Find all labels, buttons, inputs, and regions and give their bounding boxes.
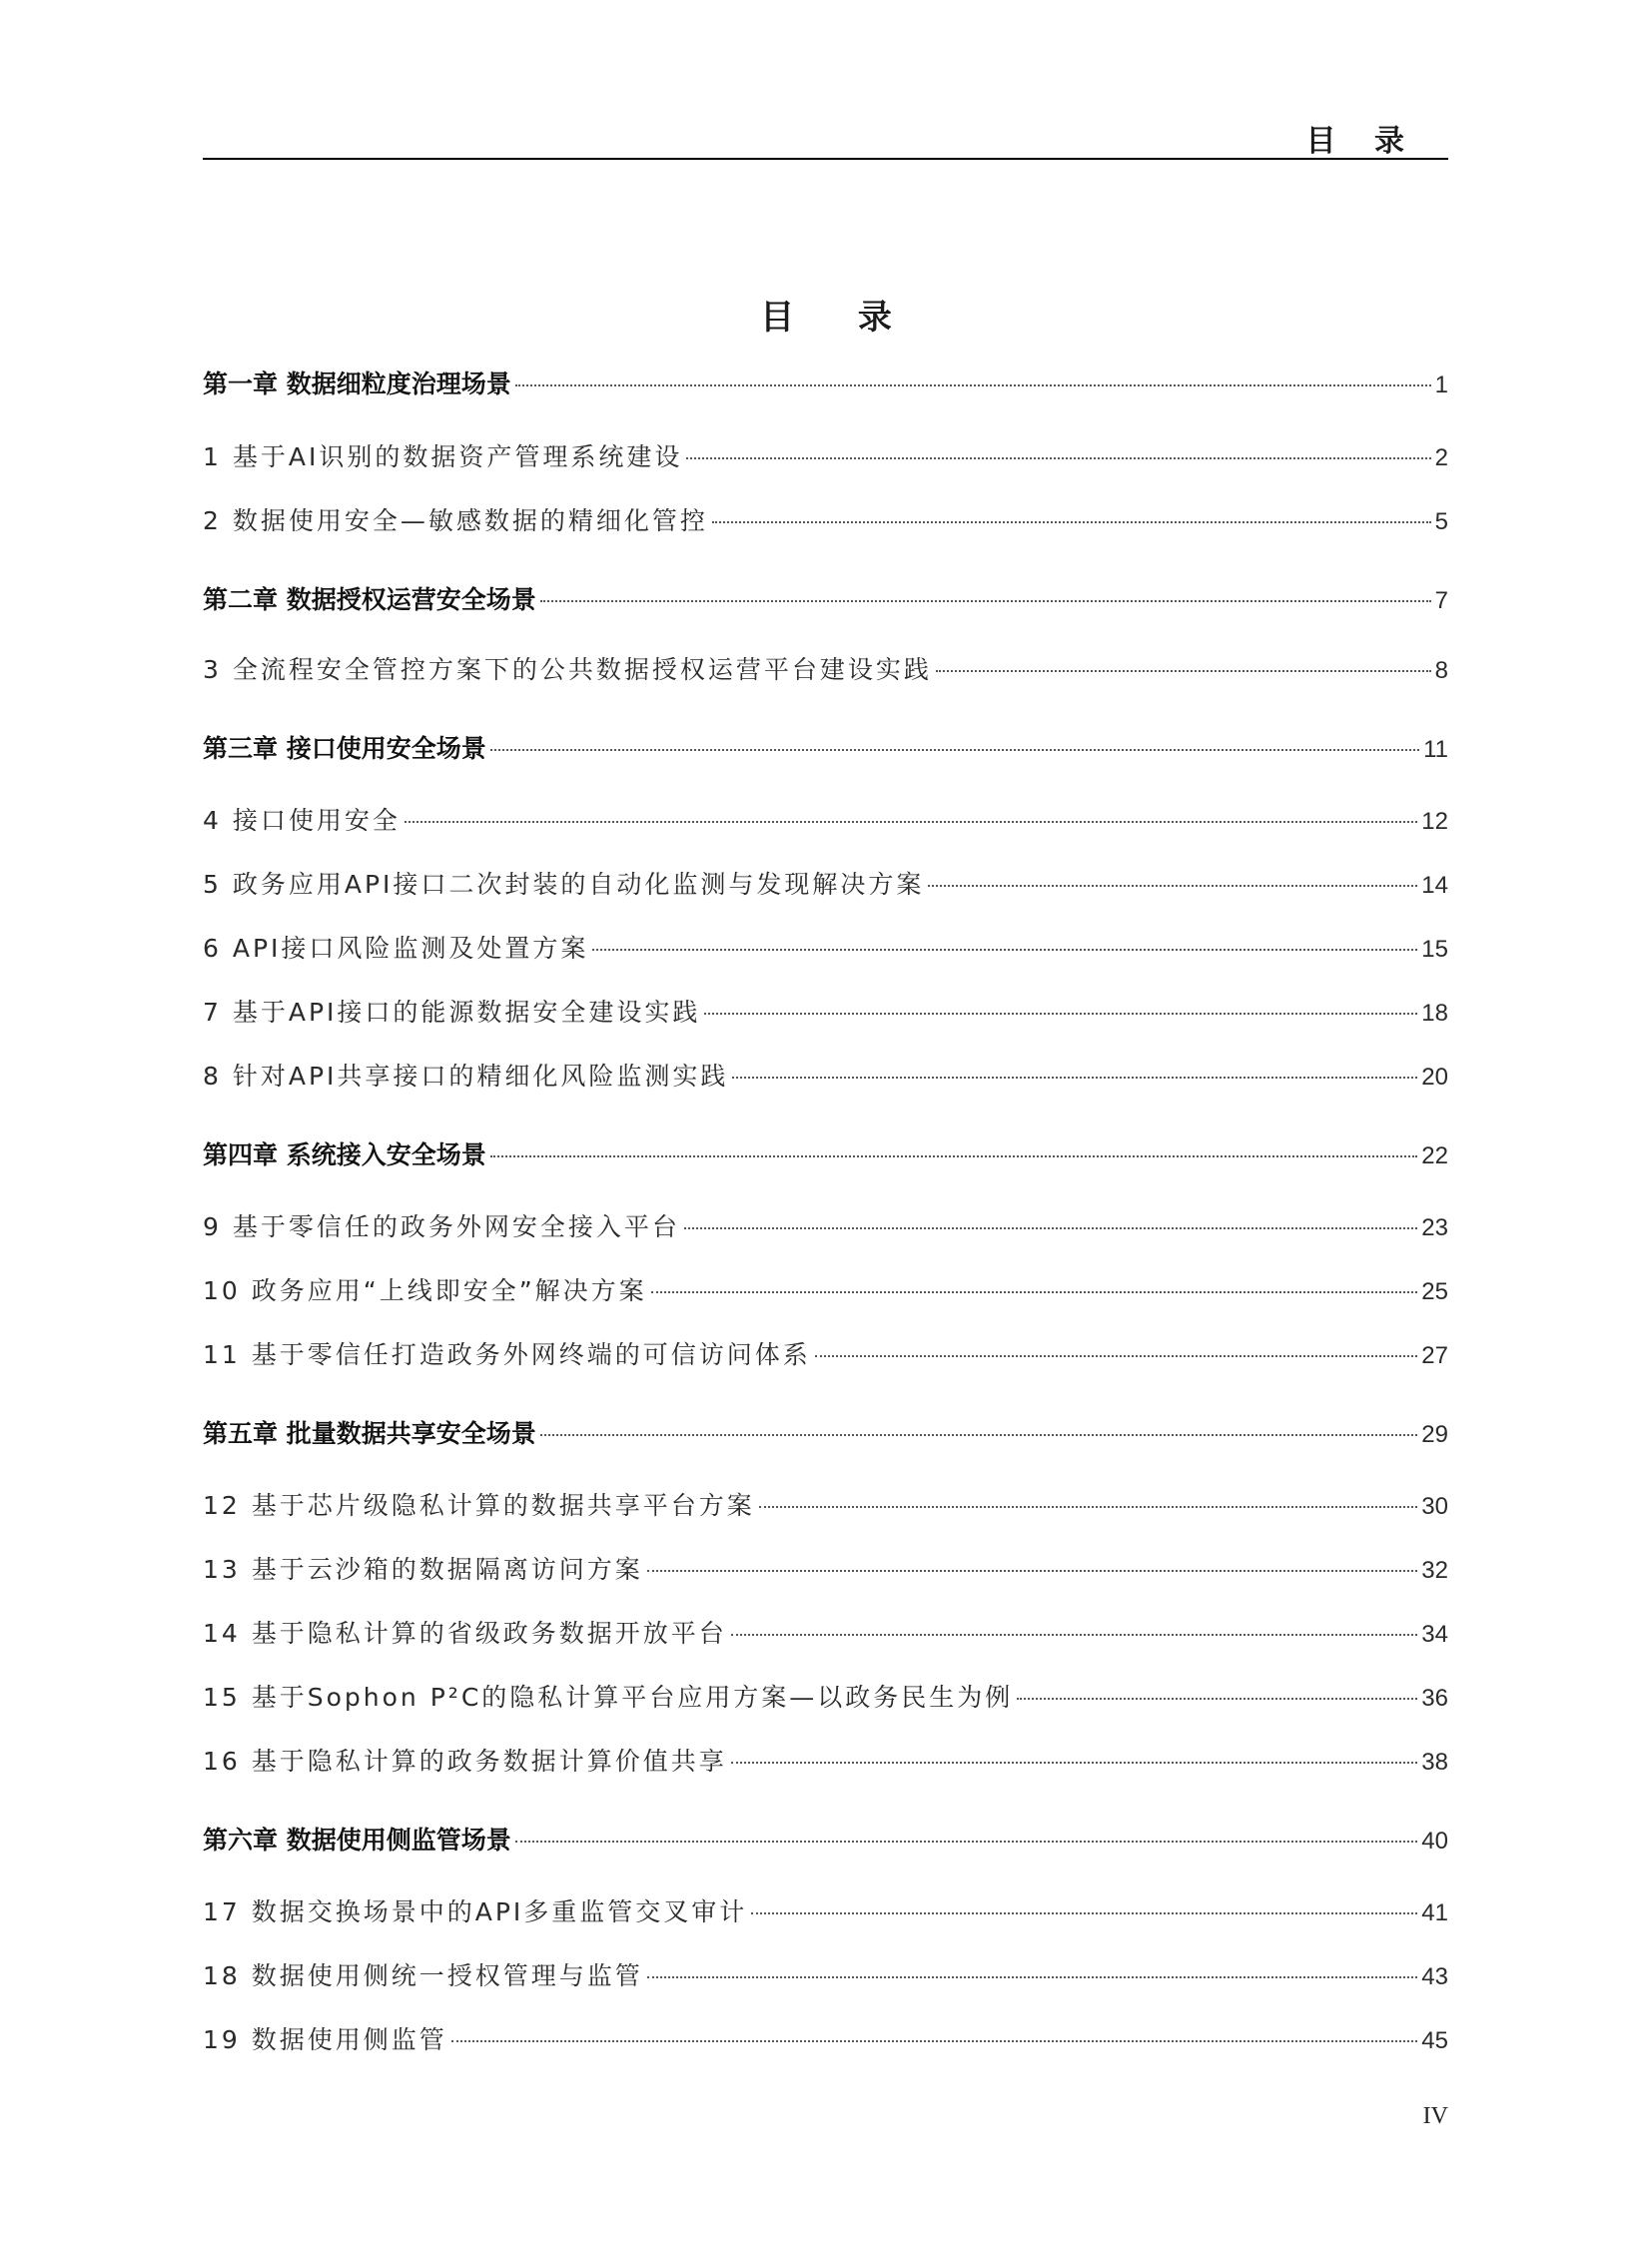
dot-leader: [704, 1013, 1417, 1015]
dot-leader: [540, 600, 1431, 602]
toc-section-entry[interactable]: [203, 993, 1448, 1033]
toc-section-entry[interactable]: [203, 1892, 1448, 1932]
toc-chapter-entry[interactable]: [203, 580, 1448, 620]
toc-entry-page: 14: [1421, 872, 1448, 899]
dot-leader: [515, 1841, 1418, 1843]
toc-entry-page: 8: [1434, 657, 1448, 684]
toc-entry-page: 27: [1421, 1342, 1448, 1369]
toc-section-entry[interactable]: [203, 801, 1448, 841]
toc-entry-title: 19 数据使用侧监管: [203, 2025, 447, 2054]
toc-entry-title: 15 基于Sophon P²C的隐私计算平台应用方案—以政务民生为例: [203, 1683, 1014, 1712]
toc-chapter-entry[interactable]: [203, 365, 1448, 404]
toc-entry-title: 1 基于AI识别的数据资产管理系统建设: [203, 442, 683, 471]
toc-section-entry[interactable]: [203, 501, 1448, 541]
toc-entry-page: 40: [1421, 1828, 1448, 1855]
toc-entry-title: 8 针对API共享接口的精细化风险监测实践: [203, 1062, 729, 1091]
dot-leader: [684, 1227, 1417, 1229]
toc-entry-title: 7 基于API接口的能源数据安全建设实践: [203, 998, 701, 1027]
toc-entry-page: 22: [1421, 1142, 1448, 1169]
toc-section-entry[interactable]: [203, 865, 1448, 905]
dot-leader: [540, 1434, 1418, 1436]
dot-leader: [647, 1570, 1418, 1572]
toc-section-entry[interactable]: [203, 2020, 1448, 2060]
toc-section-entry[interactable]: [203, 650, 1448, 690]
dot-leader: [731, 1634, 1418, 1636]
toc-entry-page: 12: [1421, 808, 1448, 835]
header-rule: [203, 158, 1448, 160]
toc-entry-title: 第三章 接口使用安全场景: [203, 734, 486, 763]
toc-entry-page: 2: [1434, 444, 1448, 471]
dot-leader: [647, 1976, 1418, 1978]
dot-leader: [405, 821, 1417, 823]
toc-section-entry[interactable]: [203, 1207, 1448, 1247]
toc-chapter-entry[interactable]: [203, 1135, 1448, 1175]
dot-leader: [451, 2040, 1418, 2042]
toc-entry-title: 第一章 数据细粒度治理场景: [203, 370, 511, 398]
dot-leader: [1017, 1698, 1417, 1700]
toc-entry-title: 第六章 数据使用侧监管场景: [203, 1826, 511, 1855]
toc-entry-title: 2 数据使用安全—敏感数据的精细化管控: [203, 506, 708, 535]
toc-section-entry[interactable]: [203, 1486, 1448, 1526]
dot-leader: [732, 1077, 1417, 1079]
toc-section-entry[interactable]: [203, 929, 1448, 969]
toc-entry-page: 36: [1421, 1685, 1448, 1712]
toc-entry-page: 7: [1434, 587, 1448, 614]
toc-entry-title: 3 全流程安全管控方案下的公共数据授权运营平台建设实践: [203, 655, 932, 684]
toc-section-entry[interactable]: [203, 1271, 1448, 1311]
toc-section-entry[interactable]: [203, 1550, 1448, 1590]
toc-chapter-entry[interactable]: [203, 1821, 1448, 1861]
toc-entry-title: 17 数据交换场景中的API多重监管交叉审计: [203, 1897, 748, 1926]
running-header-title: 目 录: [1305, 124, 1418, 159]
toc-entry-page: 18: [1421, 1000, 1448, 1027]
dot-leader: [515, 384, 1431, 386]
toc-entry-page: 1: [1434, 372, 1448, 398]
toc-entry-page: 45: [1421, 2027, 1448, 2054]
dot-leader: [490, 1155, 1418, 1157]
toc-entry-title: 10 政务应用“上线即安全”解决方案: [203, 1276, 647, 1305]
dot-leader: [592, 949, 1417, 951]
toc-entry-page: 20: [1421, 1064, 1448, 1091]
toc-entry-title: 4 接口使用安全: [203, 806, 401, 835]
dot-leader: [731, 1762, 1418, 1764]
toc-section-entry[interactable]: [203, 437, 1448, 477]
dot-leader: [759, 1506, 1418, 1508]
dot-leader: [490, 749, 1419, 751]
toc-entry-page: 30: [1421, 1493, 1448, 1520]
toc-chapter-entry[interactable]: [203, 1414, 1448, 1454]
dot-leader: [928, 885, 1417, 887]
toc-entry-page: 38: [1421, 1749, 1448, 1776]
toc-section-entry[interactable]: [203, 1335, 1448, 1375]
toc-entry-title: 9 基于零信任的政务外网安全接入平台: [203, 1212, 680, 1241]
toc-entry-page: 43: [1421, 1963, 1448, 1990]
toc-entry-page: 34: [1421, 1621, 1448, 1648]
dot-leader: [815, 1355, 1418, 1357]
toc-entry-title: 第二章 数据授权运营安全场景: [203, 585, 536, 614]
toc-entry-page: 23: [1421, 1214, 1448, 1241]
dot-leader: [651, 1291, 1418, 1293]
toc-entry-page: 29: [1421, 1421, 1448, 1448]
toc-chapter-entry[interactable]: [203, 729, 1448, 769]
toc-title: 目 录: [760, 298, 918, 338]
toc-entry-title: 11 基于零信任打造政务外网终端的可信访问体系: [203, 1340, 811, 1369]
toc-entry-title: 第五章 批量数据共享安全场景: [203, 1419, 536, 1448]
dot-leader: [686, 457, 1430, 459]
toc-entry-title: 6 API接口风险监测及处置方案: [203, 934, 589, 963]
dot-leader: [712, 521, 1431, 523]
toc-entry-title: 13 基于云沙箱的数据隔离访问方案: [203, 1555, 643, 1584]
dot-leader: [936, 670, 1431, 672]
toc-section-entry[interactable]: [203, 1678, 1448, 1718]
toc-entry-title: 5 政务应用API接口二次封装的自动化监测与发现解决方案: [203, 870, 925, 899]
toc-entry-title: 18 数据使用侧统一授权管理与监管: [203, 1961, 643, 1990]
page-number: IV: [1422, 2103, 1448, 2129]
toc-entry-title: 第四章 系统接入安全场景: [203, 1140, 486, 1169]
toc-entry-title: 12 基于芯片级隐私计算的数据共享平台方案: [203, 1491, 755, 1520]
toc-entry-page: 15: [1421, 936, 1448, 963]
toc-section-entry[interactable]: [203, 1742, 1448, 1782]
toc-entry-title: 16 基于隐私计算的政务数据计算价值共享: [203, 1747, 727, 1776]
toc-entry-page: 11: [1423, 736, 1448, 763]
toc-entry-page: 32: [1421, 1557, 1448, 1584]
toc-entry-page: 41: [1421, 1899, 1448, 1926]
toc-entry-page: 25: [1421, 1278, 1448, 1305]
toc-entry-title: 14 基于隐私计算的省级政务数据开放平台: [203, 1619, 727, 1648]
toc-section-entry[interactable]: [203, 1614, 1448, 1654]
toc-section-entry[interactable]: [203, 1057, 1448, 1097]
toc-section-entry[interactable]: [203, 1956, 1448, 1996]
dot-leader: [751, 1912, 1417, 1914]
toc-entry-page: 5: [1434, 508, 1448, 535]
